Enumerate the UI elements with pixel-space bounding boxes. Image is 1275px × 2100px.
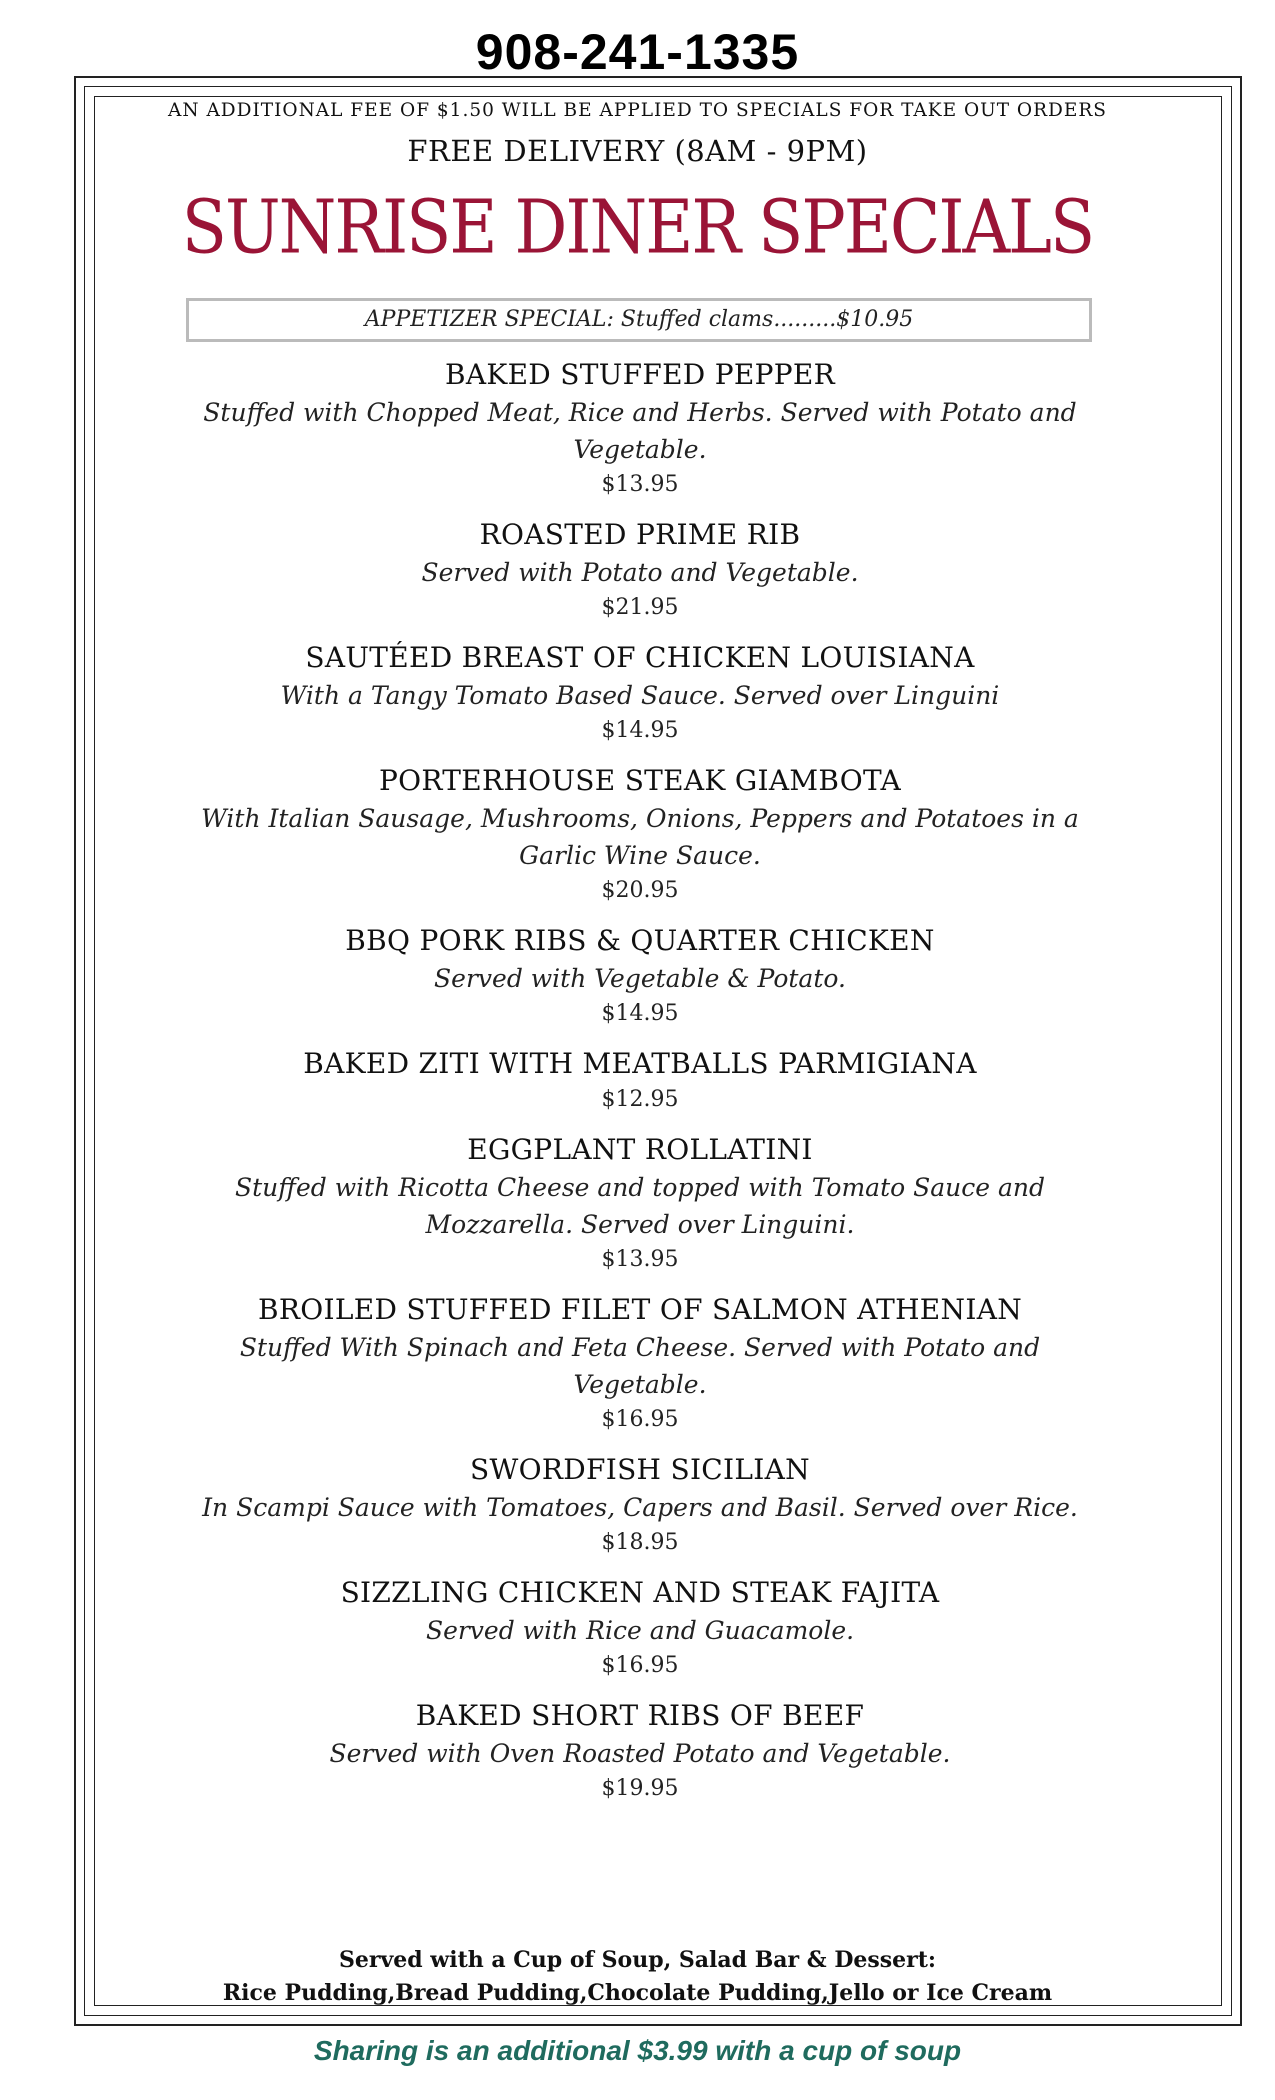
item-description: Served with Potato and Vegetable. <box>421 558 859 587</box>
item-price: $18.95 <box>601 1530 679 1555</box>
item-description: With Italian Sausage, Mushrooms, Onions, Peppers and Potatoes in a Garlic Wine Sauce. <box>201 804 1079 870</box>
item-description: Stuffed with Ricotta Cheese and topped with Tomato Sauce and Mozzarella. Served over Linguini. <box>234 1173 1046 1239</box>
page-title: SUNRISE DINER SPECIALS <box>181 184 1094 271</box>
served-with-note <box>0 1944 1275 2010</box>
served-with-line-2: Rice Pudding,Bread Pudding,Chocolate Pudding,Jello or Ice Cream <box>222 1980 1053 2006</box>
item-description: With a Tangy Tomato Based Sauce. Served over Linguini <box>280 681 1000 710</box>
sharing-fee-note: Sharing is an additional $3.99 with a cup of soup <box>313 2035 962 2066</box>
served-with-line-1: Served with a Cup of Soup, Salad Bar & Dessert: <box>338 1947 937 1973</box>
menu-item <box>170 1574 1110 1683</box>
item-name: BBQ PORK RIBS & QUARTER CHICKEN <box>345 924 935 957</box>
item-description: Served with Rice and Guacamole. <box>425 1616 855 1645</box>
item-name: BAKED STUFFED PEPPER <box>444 358 836 391</box>
item-description: Served with Oven Roasted Potato and Vegetable. <box>329 1739 951 1768</box>
item-price: $14.95 <box>601 1001 679 1026</box>
menu-item <box>170 356 1110 502</box>
item-price: $13.95 <box>601 472 679 497</box>
menu-item <box>170 1045 1110 1117</box>
appetizer-special-box: APPETIZER SPECIAL: Stuffed clams.........$10.95 <box>186 298 1092 342</box>
takeout-fee-notice: AN ADDITIONAL FEE OF $1.50 WILL BE APPLIED TO SPECIALS FOR TAKE OUT ORDERS <box>104 99 1171 123</box>
item-name: EGGPLANT ROLLATINI <box>467 1133 813 1166</box>
menu-item <box>170 762 1110 908</box>
item-price: $20.95 <box>601 878 679 903</box>
menu-item <box>170 1291 1110 1437</box>
item-description: Stuffed With Spinach and Feta Cheese. Served with Potato and Vegetable. <box>239 1333 1041 1399</box>
delivery-hours: FREE DELIVERY (8AM - 9PM) <box>407 134 868 168</box>
item-price: $13.95 <box>601 1247 679 1272</box>
phone-number: 908-241-1335 <box>475 24 800 80</box>
item-name: SIZZLING CHICKEN AND STEAK FAJITA <box>340 1576 940 1609</box>
item-name: BAKED SHORT RIBS OF BEEF <box>415 1699 865 1732</box>
menu-item <box>170 1697 1110 1806</box>
item-price: $14.95 <box>601 718 679 743</box>
item-name: ROASTED PRIME RIB <box>479 518 801 551</box>
menu-item <box>170 639 1110 748</box>
item-price: $16.95 <box>601 1653 679 1678</box>
item-price: $12.95 <box>601 1087 679 1112</box>
menu-item <box>170 922 1110 1031</box>
item-description: Served with Vegetable & Potato. <box>434 964 846 993</box>
menu-item <box>170 516 1110 625</box>
item-description: In Scampi Sauce with Tomatoes, Capers and Basil. Served over Rice. <box>202 1493 1078 1522</box>
item-name: SAUTÉED BREAST OF CHICKEN LOUISIANA <box>305 641 975 674</box>
menu-item <box>170 1131 1110 1277</box>
item-name: BROILED STUFFED FILET OF SALMON ATHENIAN <box>257 1293 1023 1326</box>
item-price: $21.95 <box>601 595 679 620</box>
item-price: $16.95 <box>601 1407 679 1432</box>
item-price: $19.95 <box>601 1776 679 1801</box>
specials-list <box>170 356 1110 1820</box>
item-name: BAKED ZITI WITH MEATBALLS PARMIGIANA <box>303 1047 977 1080</box>
menu-item <box>170 1451 1110 1560</box>
item-description: Stuffed with Chopped Meat, Rice and Herbs. Served with Potato and Vegetable. <box>203 398 1077 464</box>
item-name: SWORDFISH SICILIAN <box>470 1453 810 1486</box>
item-name: PORTERHOUSE STEAK GIAMBOTA <box>379 764 901 797</box>
